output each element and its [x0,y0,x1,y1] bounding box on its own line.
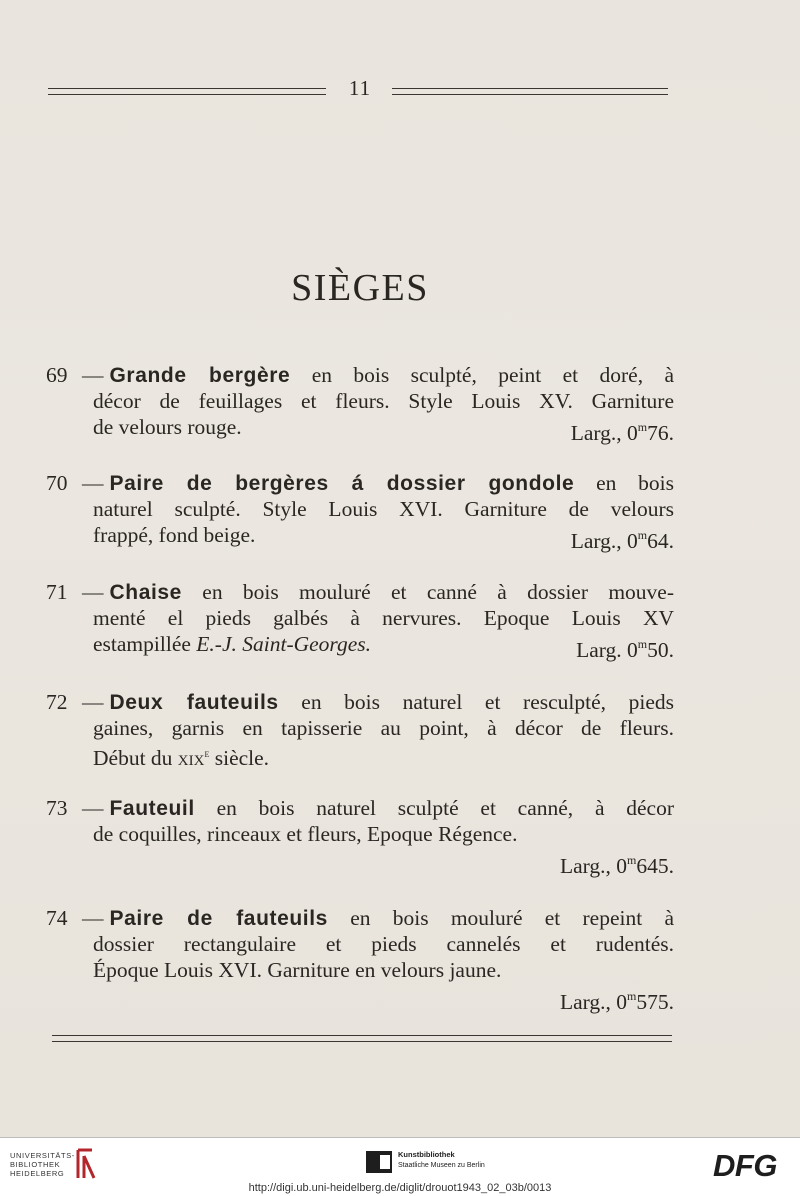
entry-line [46,983,674,1014]
lot-dash: — [82,363,104,387]
lot-entry-74 [46,905,674,1014]
entry-line [46,741,674,770]
entry-line: décor de feuillages et fleurs. Style Louis XV. Garniture [93,389,674,413]
lot-dimension: Larg., 0$^m$575. [559,989,674,1014]
section-title: SIÈGES [291,267,429,310]
lot-number: 72 [46,690,68,714]
lot-text: en bois mouluré et canné à dossier mouve- [202,580,674,604]
entry-line: Époque Louis XVI. Garniture en velours jaune. [93,958,502,982]
viewer-footer [0,1137,800,1196]
kunstbibliothek-label[interactable]: Kunstbibliothek Staatliche Museen zu Berlin [398,1150,485,1169]
entry-line: de coquilles, rinceaux et fleurs, Epoque Régence. [93,822,518,846]
lot-dash: — [82,580,104,604]
lot-number: 71 [46,580,68,604]
page-number: 11 [348,76,372,100]
lot-text: en bois sculpté, peint et doré, à [311,363,674,387]
lot-dash: — [82,796,104,820]
entry-line [46,414,674,445]
permalink-url[interactable]: http://digi.ub.uni-heidelberg.de/diglit/drouot1943_02_03b/0013 [248,1182,552,1194]
lot-number: 69 [46,363,68,387]
lot-number: 70 [46,471,68,495]
lot-entry-73 [46,795,675,878]
lot-dimension: Larg., 0$^m$645. [559,853,674,878]
entry-line [46,522,674,553]
entry-line: menté el pieds galbés à nervures. Epoque Louis XV [93,606,674,630]
entry-line: naturel sculpté. Style Louis XVI. Garniture de velours [93,497,674,521]
lot-text: en bois mouluré et repeint à [350,906,674,930]
lot-heading: Deux fauteuils [109,691,279,714]
lot-heading: Fauteuil [109,797,195,820]
bottom-rule [52,1035,672,1042]
lot-text: frappé, fond beige. [93,523,256,547]
entry-line [46,579,674,605]
entry-line [46,470,674,496]
lot-number: 73 [46,796,68,820]
ub-emblem-icon [74,1148,96,1185]
entry-line [46,689,674,715]
lot-text: en bois naturel sculpté et canné, à décor [216,796,675,820]
header-rule-right [392,88,668,95]
lot-dimension: Larg., 0$^m$76. [570,420,674,445]
lot-number: 74 [46,906,68,930]
lot-heading: Grande bergère [109,364,291,387]
lot-entry-69 [46,362,674,445]
lot-dash: — [82,906,104,930]
entry-line [46,631,674,662]
ub-heidelberg-logo[interactable]: UNIVERSITÄTS- BIBLIOTHEK HEIDELBERG [10,1151,75,1178]
kunstbibliothek-logo-icon [366,1151,392,1178]
lot-dimension: Larg., 0$^m$64. [570,528,674,553]
lot-text: estampillée [93,632,191,656]
lot-text: en bois [596,471,674,495]
entry-line [46,847,674,878]
lot-text: en bois naturel et resculpté, pieds [301,690,675,714]
lot-entry-70 [46,470,674,553]
entry-line [46,362,674,388]
dfg-logo[interactable]: DFG [713,1148,777,1183]
lot-dash: — [82,690,104,714]
lot-entry-72 [46,689,675,770]
lot-dimension: Larg. 0$^m$50. [576,637,674,662]
century-numeral: xix$^e$ [177,746,210,770]
entry-line: gaines, garnis en tapisserie au point, à décor de fleurs. [93,716,674,740]
lot-heading: Paire de bergères á dossier gondole [109,472,575,495]
entry-line [46,905,674,931]
header-rule-left [48,88,326,95]
lot-heading: Paire de fauteuils [109,907,328,930]
lot-text: siècle. [214,746,270,770]
maker-stamp: E.-J. Saint-Georges. [196,632,372,656]
lot-text: de velours rouge. [93,415,242,439]
lot-dash: — [82,471,104,495]
lot-heading: Chaise [109,581,182,604]
lot-text: Début du [93,746,173,770]
lot-entry-71 [46,579,674,662]
entry-line: dossier rectangulaire et pieds cannelés et rudentés. [93,932,674,956]
entry-line [46,795,674,821]
